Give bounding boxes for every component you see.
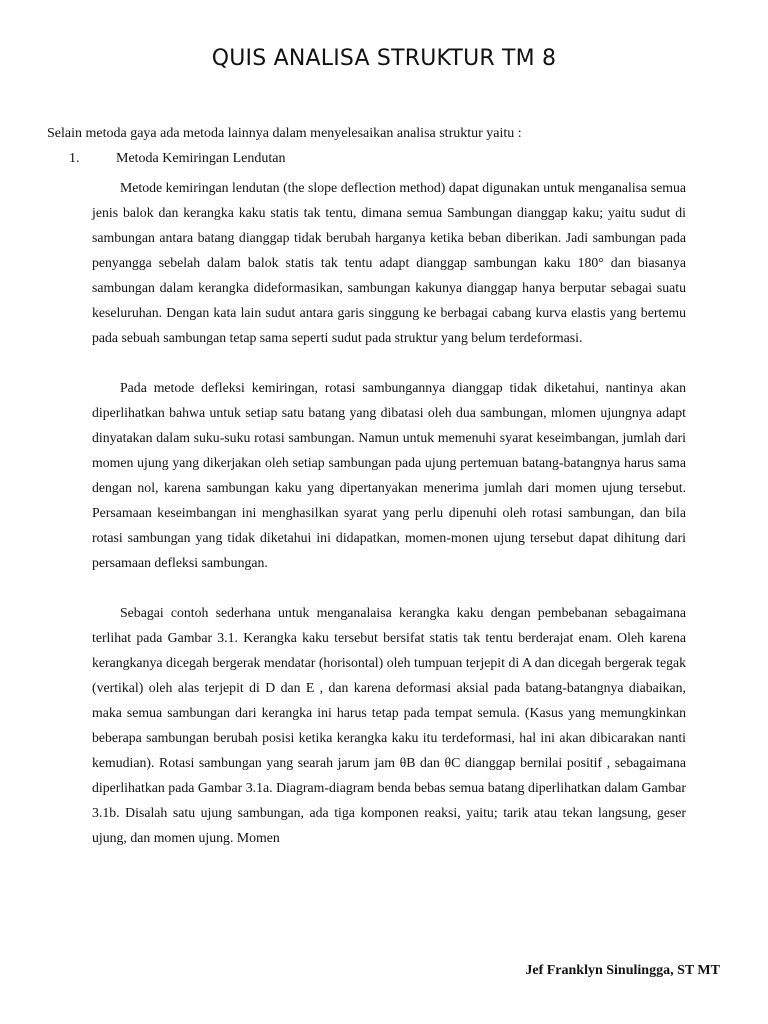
list-item (69, 151, 286, 167)
list-item-label: Metoda Kemiringan Lendutan (116, 151, 286, 166)
intro-text: Selain metoda gaya ada metoda lainnya dalam menyelesaikan analisa struktur yaitu : (47, 126, 522, 141)
paragraph-2: Pada metode defleksi kemiringan, rotasi sambungannya dianggap tidak diketahui, nantinya akan diperlihatkan bahwa untuk setiap satu batang yang dibatasi oleh dua sambungan, mlomen ujungnya adapt dinyatakan dalam suku-suku rotasi sambungan. Namun untuk memenuhi syarat keseimbangan, jumlah dari momen ujung yang dikerjakan oleh setiap sambungan pada ujung pertemuan batang-batangnya harus sama dengan nol, karena sambungan kaku yang dipertanyakan menerima jumlah dari momen ujung tersebut. Persamaan keseimbangan ini menghasilkan syarat yang perlu dipenuhi oleh rotasi sambungan, dan bila rotasi sambungan yang tidak diketahui ini didapatkan, momen-monen ujung tersebut dapat dihitung dari persamaan defleksi sambungan. (92, 380, 686, 570)
page-title: QUIS ANALISA STRUKTUR TM 8 (211, 46, 557, 71)
paragraph-1: Metode kemiringan lendutan (the slope deflection method) dapat digunakan untuk menganalisa semua jenis balok dan kerangka kaku statis tak tentu, dimana semua Sambungan dianggap kaku; yaitu sudut di sambungan antara batang dianggap tidak berubah harganya ketika beban diberikan. Jadi sambungan pada penyangga sebelah dalam balok statis tak tentu adapt dianggap sambungan kaku 180° dan biasanya sambungan dalam kerangka dideformasikan, sambungan kakunya dianggap hanya berputar sebagai suatu keseluruhan. Dengan kata lain sudut antara garis singgung ke berbagai cabang kurva elastis yang bertemu pada sebuah sambungan tetap sama seperti sudut pada struktur yang belum terdeformasi. (92, 180, 686, 345)
list-item-number: 1. (69, 151, 80, 166)
body-text (92, 175, 686, 875)
paragraph-3: Sebagai contoh sederhana untuk menganalaisa kerangka kaku dengan pembebanan sebagaimana terlihat pada Gambar 3.1. Kerangka kaku tersebut bersifat statis tak tentu berderajat enam. Oleh karena kerangkanya dicegah bergerak mendatar (horisontal) oleh tumpuan terjepit di A dan dicegah bergerak tegak (vertikal) oleh alas terjepit di D dan E , dan karena deformasi aksial pada batang-batangnya diabaikan, maka semua sambungan dari kerangka ini harus tetap pada tempat semula. (Kasus yang memungkinkan beberapa sambungan berubah posisi ketika kerangka kaku itu terdeformasi, hal ini akan dibicarakan nanti kemudian). Rotasi sambungan yang searah jarum jam θB dan θC dianggap bernilai positif , sebagaimana diperlihatkan pada Gambar 3.1a. Diagram-diagram benda bebas semua batang diperlihatkan dalam Gambar 3.1b. Disalah satu ujung sambungan, ada tiga komponen reaksi, yaitu; tarik atau tekan langsung, geser ujung, dan momen ujung. Momen (92, 605, 686, 845)
author-footer: Jef Franklyn Sinulingga, ST MT (525, 963, 720, 978)
